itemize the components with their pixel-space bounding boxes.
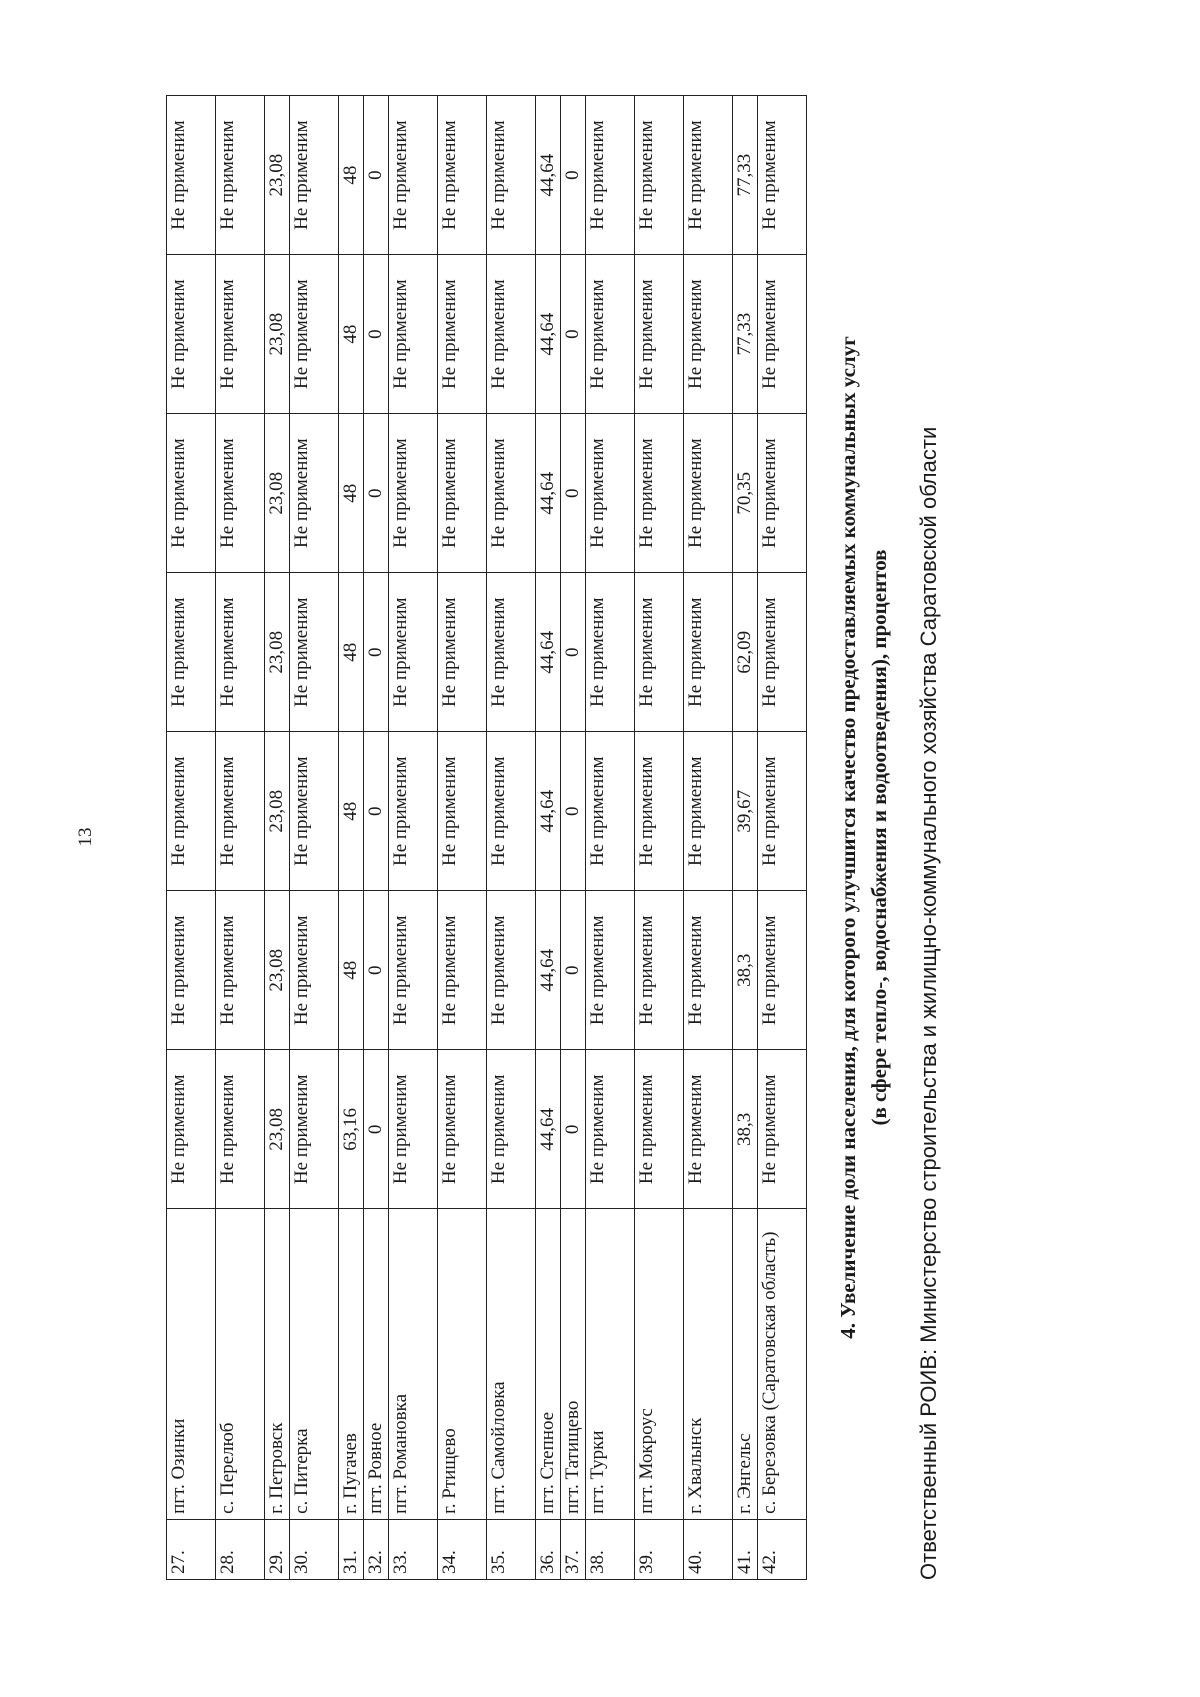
table-row	[265, 96, 290, 1580]
value-cell: Не применим	[167, 573, 216, 732]
value-cell: Не применим	[586, 573, 635, 732]
value-cell: 0	[364, 732, 389, 891]
value-cell: Не применим	[438, 96, 487, 255]
value-cell: Не применим	[290, 732, 339, 891]
value-cell: Не применим	[389, 732, 438, 891]
value-cell: 48	[339, 891, 364, 1050]
value-cell: Не применим	[167, 255, 216, 414]
table-row	[487, 96, 536, 1580]
settlement-name-cell: пгт. Ровное	[364, 1209, 389, 1520]
value-cell: Не применим	[758, 891, 807, 1050]
row-number-cell: 42.	[758, 1519, 807, 1579]
value-cell: Не применим	[216, 732, 265, 891]
value-cell: 63,16	[339, 1050, 364, 1209]
settlement-name-cell: пгт. Турки	[586, 1209, 635, 1520]
section-heading-line-2: (в сфере тепло-, водоснабжения и водоотведения), процентов	[867, 549, 891, 1126]
value-cell: Не применим	[389, 96, 438, 255]
value-cell: 44,64	[536, 573, 561, 732]
value-cell: Не применим	[438, 732, 487, 891]
value-cell: Не применим	[389, 414, 438, 573]
value-cell: Не применим	[586, 255, 635, 414]
row-number-cell: 29.	[265, 1519, 290, 1579]
value-cell: Не применим	[758, 732, 807, 891]
value-cell: 48	[339, 96, 364, 255]
value-cell: Не применим	[438, 1050, 487, 1209]
value-cell: Не применим	[684, 414, 733, 573]
value-cell: Не применим	[487, 732, 536, 891]
table-row	[635, 96, 684, 1580]
value-cell: Не применим	[290, 96, 339, 255]
value-cell: 48	[339, 255, 364, 414]
table-row	[389, 96, 438, 1580]
value-cell: Не применим	[487, 1050, 536, 1209]
value-cell: Не применим	[635, 573, 684, 732]
row-number-cell: 33.	[389, 1519, 438, 1579]
settlement-name-cell: с. Березовка (Саратовская область)	[758, 1209, 807, 1520]
value-cell: Не применим	[586, 891, 635, 1050]
row-number-cell: 37.	[561, 1519, 586, 1579]
value-cell: Не применим	[216, 1050, 265, 1209]
value-cell: 0	[364, 573, 389, 732]
value-cell: Не применим	[758, 1050, 807, 1209]
value-cell: Не применим	[635, 732, 684, 891]
settlement-name-cell: пгт. Степное	[536, 1209, 561, 1520]
settlement-name-cell: г. Петровск	[265, 1209, 290, 1520]
value-cell: 23,08	[265, 1050, 290, 1209]
value-cell: Не применим	[487, 414, 536, 573]
value-cell: Не применим	[290, 414, 339, 573]
row-number-cell: 35.	[487, 1519, 536, 1579]
value-cell: Не применим	[389, 573, 438, 732]
table-row	[684, 96, 733, 1580]
settlement-name-cell: г. Пугачев	[339, 1209, 364, 1520]
row-number-cell: 40.	[684, 1519, 733, 1579]
value-cell: Не применим	[586, 732, 635, 891]
value-cell: Не применим	[438, 255, 487, 414]
value-cell: Не применим	[167, 732, 216, 891]
value-cell: 39,67	[733, 732, 758, 891]
table-row	[290, 96, 339, 1580]
settlement-name-cell: пгт. Татищево	[561, 1209, 586, 1520]
value-cell: Не применим	[758, 573, 807, 732]
value-cell: 0	[561, 891, 586, 1050]
value-cell: Не применим	[635, 1050, 684, 1209]
row-number-cell: 30.	[290, 1519, 339, 1579]
value-cell: 77,33	[733, 255, 758, 414]
table-row	[438, 96, 487, 1580]
value-cell: Не применим	[438, 891, 487, 1050]
value-cell: Не применим	[635, 96, 684, 255]
value-cell: Не применим	[438, 414, 487, 573]
rotated-page-content	[166, 80, 1046, 1580]
value-cell: 62,09	[733, 573, 758, 732]
table-row	[733, 96, 758, 1580]
settlement-name-cell: пгт. Мокроус	[635, 1209, 684, 1520]
row-number-cell: 32.	[364, 1519, 389, 1579]
responsible-authority: Ответственный РОИВ: Министерство строительства и жилищно-коммунального хозяйства Саратовской области	[916, 426, 941, 1580]
value-cell: Не применим	[290, 255, 339, 414]
value-cell: 44,64	[536, 732, 561, 891]
value-cell: 48	[339, 573, 364, 732]
table-row	[586, 96, 635, 1580]
value-cell: Не применим	[487, 255, 536, 414]
value-cell: Не применим	[684, 732, 733, 891]
value-cell: 48	[339, 732, 364, 891]
value-cell: Не применим	[216, 255, 265, 414]
value-cell: 0	[561, 96, 586, 255]
table-row	[167, 96, 216, 1580]
value-cell: Не применим	[438, 573, 487, 732]
page-number: 13	[75, 827, 96, 847]
value-cell: Не применим	[167, 414, 216, 573]
row-number-cell: 36.	[536, 1519, 561, 1579]
row-number-cell: 39.	[635, 1519, 684, 1579]
table-body	[167, 96, 807, 1580]
value-cell: Не применим	[684, 96, 733, 255]
value-cell: 23,08	[265, 96, 290, 255]
value-cell: 44,64	[536, 1050, 561, 1209]
value-cell: 44,64	[536, 255, 561, 414]
value-cell: 0	[364, 414, 389, 573]
value-cell: Не применим	[684, 573, 733, 732]
value-cell: 48	[339, 414, 364, 573]
settlement-name-cell: с. Питерка	[290, 1209, 339, 1520]
value-cell: 0	[561, 414, 586, 573]
value-cell: 38,3	[733, 891, 758, 1050]
row-number-cell: 28.	[216, 1519, 265, 1579]
value-cell: 23,08	[265, 732, 290, 891]
value-cell: Не применим	[389, 891, 438, 1050]
settlement-name-cell: с. Перелюб	[216, 1209, 265, 1520]
table-row	[364, 96, 389, 1580]
value-cell: 0	[561, 732, 586, 891]
value-cell: Не применим	[216, 573, 265, 732]
value-cell: Не применим	[684, 255, 733, 414]
value-cell: Не применим	[635, 255, 684, 414]
value-cell: 0	[561, 1050, 586, 1209]
value-cell: 0	[561, 573, 586, 732]
table-row	[339, 96, 364, 1580]
value-cell: Не применим	[216, 96, 265, 255]
value-cell: 77,33	[733, 96, 758, 255]
settlement-name-cell: г. Хвалынск	[684, 1209, 733, 1520]
value-cell: 0	[364, 891, 389, 1050]
section-heading-line-1: 4. Увеличение доли населения, для которого улучшится качество предоставляемых коммунальных услуг	[836, 336, 860, 1339]
row-number-cell: 38.	[586, 1519, 635, 1579]
settlement-name-cell: пгт. Озинки	[167, 1209, 216, 1520]
value-cell: Не применим	[216, 414, 265, 573]
value-cell: 44,64	[536, 414, 561, 573]
value-cell: Не применим	[487, 96, 536, 255]
value-cell: 0	[364, 1050, 389, 1209]
row-number-cell: 27.	[167, 1519, 216, 1579]
value-cell: Не применим	[586, 96, 635, 255]
value-cell: Не применим	[635, 414, 684, 573]
value-cell: 23,08	[265, 573, 290, 732]
value-cell: Не применим	[684, 1050, 733, 1209]
value-cell: Не применим	[635, 891, 684, 1050]
value-cell: 44,64	[536, 891, 561, 1050]
row-number-cell: 31.	[339, 1519, 364, 1579]
table-row	[536, 96, 561, 1580]
table-row	[758, 96, 807, 1580]
value-cell: 23,08	[265, 891, 290, 1050]
settlement-name-cell: пгт. Романовка	[389, 1209, 438, 1520]
section-heading	[833, 95, 895, 1580]
value-cell: Не применим	[167, 891, 216, 1050]
value-cell: 70,35	[733, 414, 758, 573]
value-cell: Не применим	[758, 414, 807, 573]
value-cell: Не применим	[586, 414, 635, 573]
value-cell: Не применим	[290, 1050, 339, 1209]
value-cell: Не применим	[758, 255, 807, 414]
settlement-name-cell: г. Ртищево	[438, 1209, 487, 1520]
settlement-name-cell: г. Энгельс	[733, 1209, 758, 1520]
value-cell: 0	[364, 255, 389, 414]
value-cell: Не применим	[758, 96, 807, 255]
value-cell: 44,64	[536, 96, 561, 255]
value-cell: Не применим	[586, 1050, 635, 1209]
value-cell: Не применим	[167, 1050, 216, 1209]
value-cell: Не применим	[684, 891, 733, 1050]
value-cell: 0	[561, 255, 586, 414]
table-row	[561, 96, 586, 1580]
value-cell: 23,08	[265, 255, 290, 414]
value-cell: 0	[364, 96, 389, 255]
row-number-cell: 41.	[733, 1519, 758, 1579]
indicator-table	[166, 95, 807, 1580]
value-cell: 38,3	[733, 1050, 758, 1209]
value-cell: Не применим	[487, 573, 536, 732]
table-row	[216, 96, 265, 1580]
value-cell: Не применим	[389, 1050, 438, 1209]
value-cell: 23,08	[265, 414, 290, 573]
value-cell: Не применим	[290, 573, 339, 732]
value-cell: Не применим	[290, 891, 339, 1050]
value-cell: Не применим	[389, 255, 438, 414]
row-number-cell: 34.	[438, 1519, 487, 1579]
value-cell: Не применим	[216, 891, 265, 1050]
value-cell: Не применим	[487, 891, 536, 1050]
value-cell: Не применим	[167, 96, 216, 255]
settlement-name-cell: пгт. Самойловка	[487, 1209, 536, 1520]
